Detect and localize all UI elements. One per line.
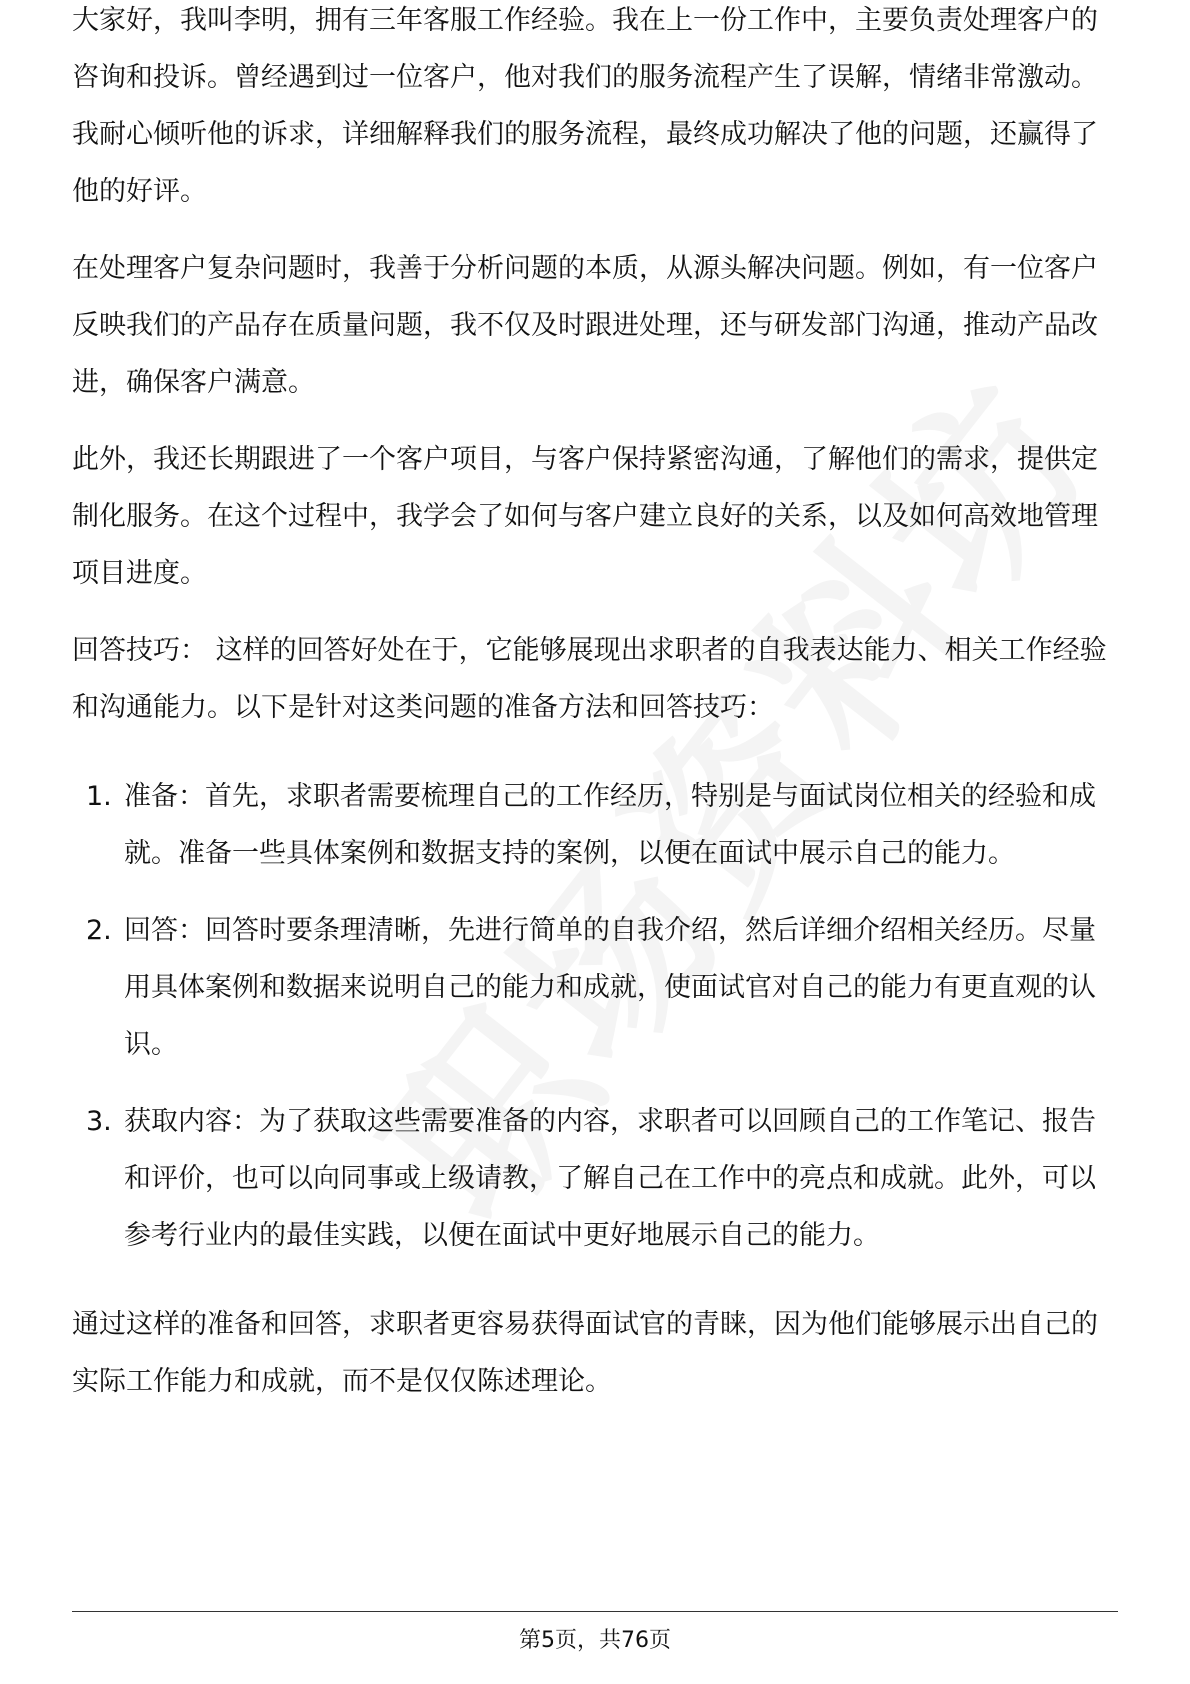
list-item-number: 2.: [86, 915, 112, 946]
page-content: [72, 5, 1118, 1430]
list-item: [72, 902, 1118, 1073]
paragraph-closing: 通过这样的准备和回答，求职者更容易获得面试官的青睐，因为他们能够展示出自己的实际工作能力和成就，而不是仅仅陈述理论。: [72, 1309, 1098, 1397]
footer-divider: [72, 1611, 1118, 1612]
list-item-text: 回答：回答时要条理清晰，先进行简单的自我介绍，然后详细介绍相关经历。尽量用具体案例和数据来说明自己的能力和成就，使面试官对自己的能力有更直观的认识。: [124, 915, 1096, 1060]
paragraph-complex-issues: 在处理客户复杂问题时，我善于分析问题的本质，从源头解决问题。例如，有一位客户反映我们的产品存在质量问题，我不仅及时跟进处理，还与研发部门沟通，推动产品改进，确保客户满意。: [72, 253, 1098, 398]
list-item-text: 获取内容：为了获取这些需要准备的内容，求职者可以回顾自己的工作笔记、报告和评价，也可以向同事或上级请教，了解自己在工作中的亮点和成就。此外，可以参考行业内的最佳实践，以便在面试中更好地展示自己的能力。: [124, 1106, 1096, 1251]
list-item: [72, 1093, 1118, 1264]
paragraph-intro: 大家好，我叫李明，拥有三年客服工作经验。我在上一份工作中，主要负责处理客户的咨询和投诉。曾经遇到过一位客户，他对我们的服务流程产生了误解，情绪非常激动。我耐心倾听他的诉求，详细解释我们的服务流程，最终成功解决了他的问题，还赢得了他的好评。: [72, 5, 1098, 207]
tips-list: [72, 768, 1118, 1264]
paragraph-answer-tips: 回答技巧： 这样的回答好处在于，它能够展现出求职者的自我表达能力、相关工作经验和沟通能力。以下是针对这类问题的准备方法和回答技巧：: [72, 635, 1107, 723]
list-item-number: 1.: [86, 781, 112, 812]
paragraph-long-term-project: 此外，我还长期跟进了一个客户项目，与客户保持紧密沟通，了解他们的需求，提供定制化服务。在这个过程中，我学会了如何与客户建立良好的关系，以及如何高效地管理项目进度。: [72, 444, 1098, 589]
page-number: 第5页，共76页: [519, 1628, 671, 1653]
list-item-text: 准备：首先，求职者需要梳理自己的工作经历，特别是与面试岗位相关的经验和成就。准备一些具体案例和数据支持的案例，以便在面试中展示自己的能力。: [124, 781, 1096, 869]
list-item-number: 3.: [86, 1106, 112, 1137]
list-item: [72, 768, 1118, 882]
